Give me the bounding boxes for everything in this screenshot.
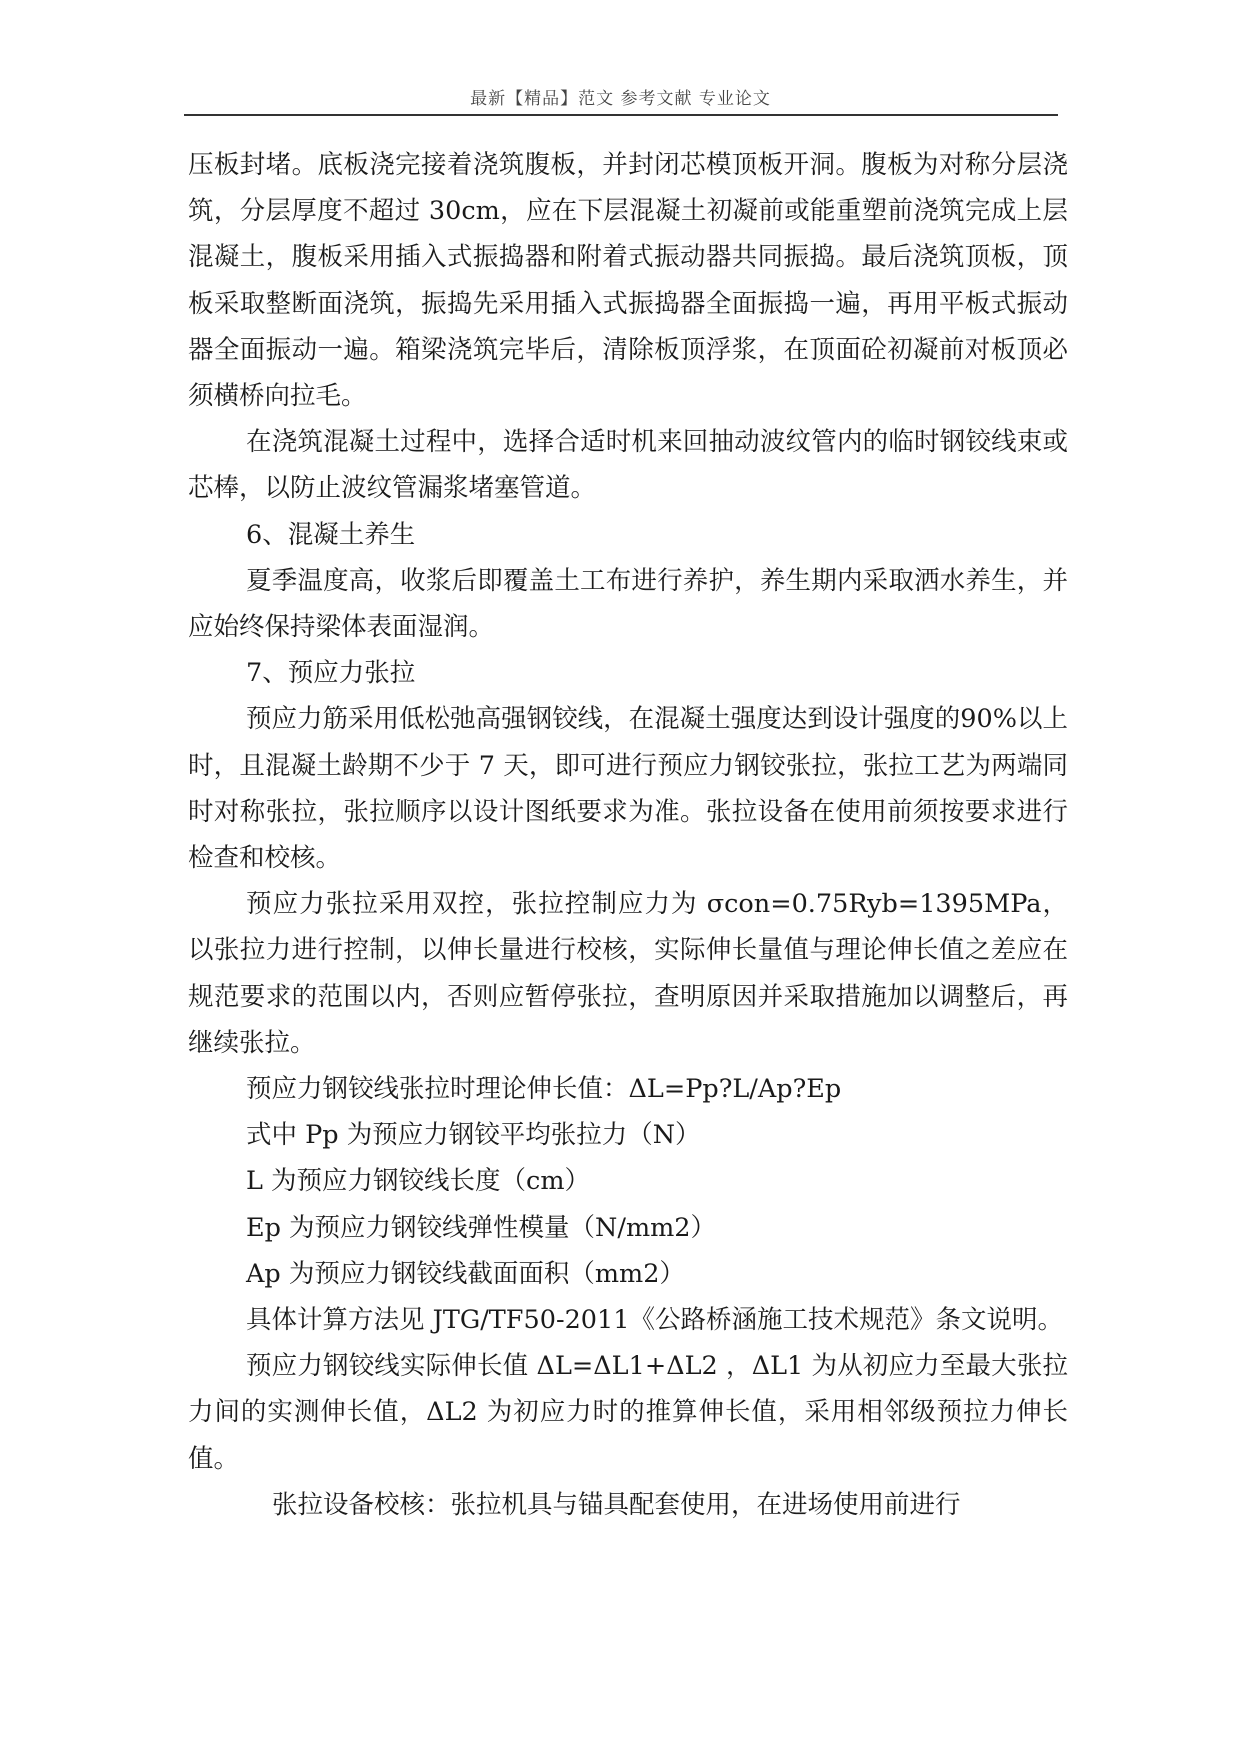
definition-line: 式中 Pp 为预应力钢铰平均张拉力（N） (246, 1120, 701, 1151)
document-body (188, 142, 1068, 1528)
paragraph: 在浇筑混凝土过程中，选择合适时机来回抽动波纹管内的临时钢铰线束或芯棒，以防止波纹管漏浆堵塞管道。 (188, 427, 1068, 504)
header-rule (184, 114, 1058, 116)
formula-line: 预应力钢铰线张拉时理论伸长值：ΔL=Pp?L/Ap?Ep (246, 1074, 842, 1105)
paragraph: 具体计算方法见 JTG/TF50-2011《公路桥涵施工技术规范》条文说明。 (246, 1305, 1063, 1336)
section-heading: 6、混凝土养生 (246, 519, 416, 550)
definition-line: Ap 为预应力钢铰线截面面积（mm2） (246, 1258, 685, 1289)
paragraph: 预应力筋采用低松弛高强钢铰线，在混凝土强度达到设计强度的90%以上时，且混凝土龄期不少于 7 天，即可进行预应力钢铰张拉，张拉工艺为两端同时对称张拉，张拉顺序以设计图纸要求为准。张拉设备在使用前须按要求进行检查和校核。 (188, 704, 1068, 874)
section-heading: 7、预应力张拉 (246, 658, 416, 689)
paragraph: 预应力钢铰线实际伸长值 ΔL=ΔL1+ΔL2 ，ΔL1 为从初应力至最大张拉力间的实测伸长值，ΔL2 为初应力时的推算伸长值，采用相邻级预拉力伸长值。 (188, 1351, 1068, 1474)
paragraph: 夏季温度高，收浆后即覆盖土工布进行养护，养生期内采取洒水养生，并应始终保持梁体表面湿润。 (188, 565, 1068, 643)
definition-line: Ep 为预应力钢铰线弹性模量（N/mm2） (246, 1212, 717, 1243)
paragraph: 预应力张拉采用双控，张拉控制应力为 σcon=0.75Ryb=1395MPa，以张拉力进行控制，以伸长量进行校核，实际伸长量值与理论伸长值之差应在规范要求的范围以内，否则应暂停张拉，查明原因并采取措施加以调整后，再继续张拉。 (188, 889, 1068, 1058)
page-header: 最新【精品】范文 参考文献 专业论文 (470, 89, 771, 109)
paragraph: 压板封堵。底板浇完接着浇筑腹板，并封闭芯模顶板开洞。腹板为对称分层浇筑，分层厚度不超过 30cm，应在下层混凝土初凝前或能重塑前浇筑完成上层混凝土，腹板采用插入式振捣器和附着式振动器共同振捣。最后浇筑顶板，顶板采取整断面浇筑，振捣先采用插入式振捣器全面振捣一遍，再用平板式振动器全面振动一遍。箱梁浇筑完毕后，清除板顶浮浆，在顶面砼初凝前对板顶必须横桥向拉毛。 (188, 150, 1068, 412)
paragraph: 张拉设备校核：张拉机具与锚具配套使用，在进场使用前进行 (272, 1489, 961, 1520)
definition-line: L 为预应力钢铰线长度（cm） (246, 1166, 591, 1197)
